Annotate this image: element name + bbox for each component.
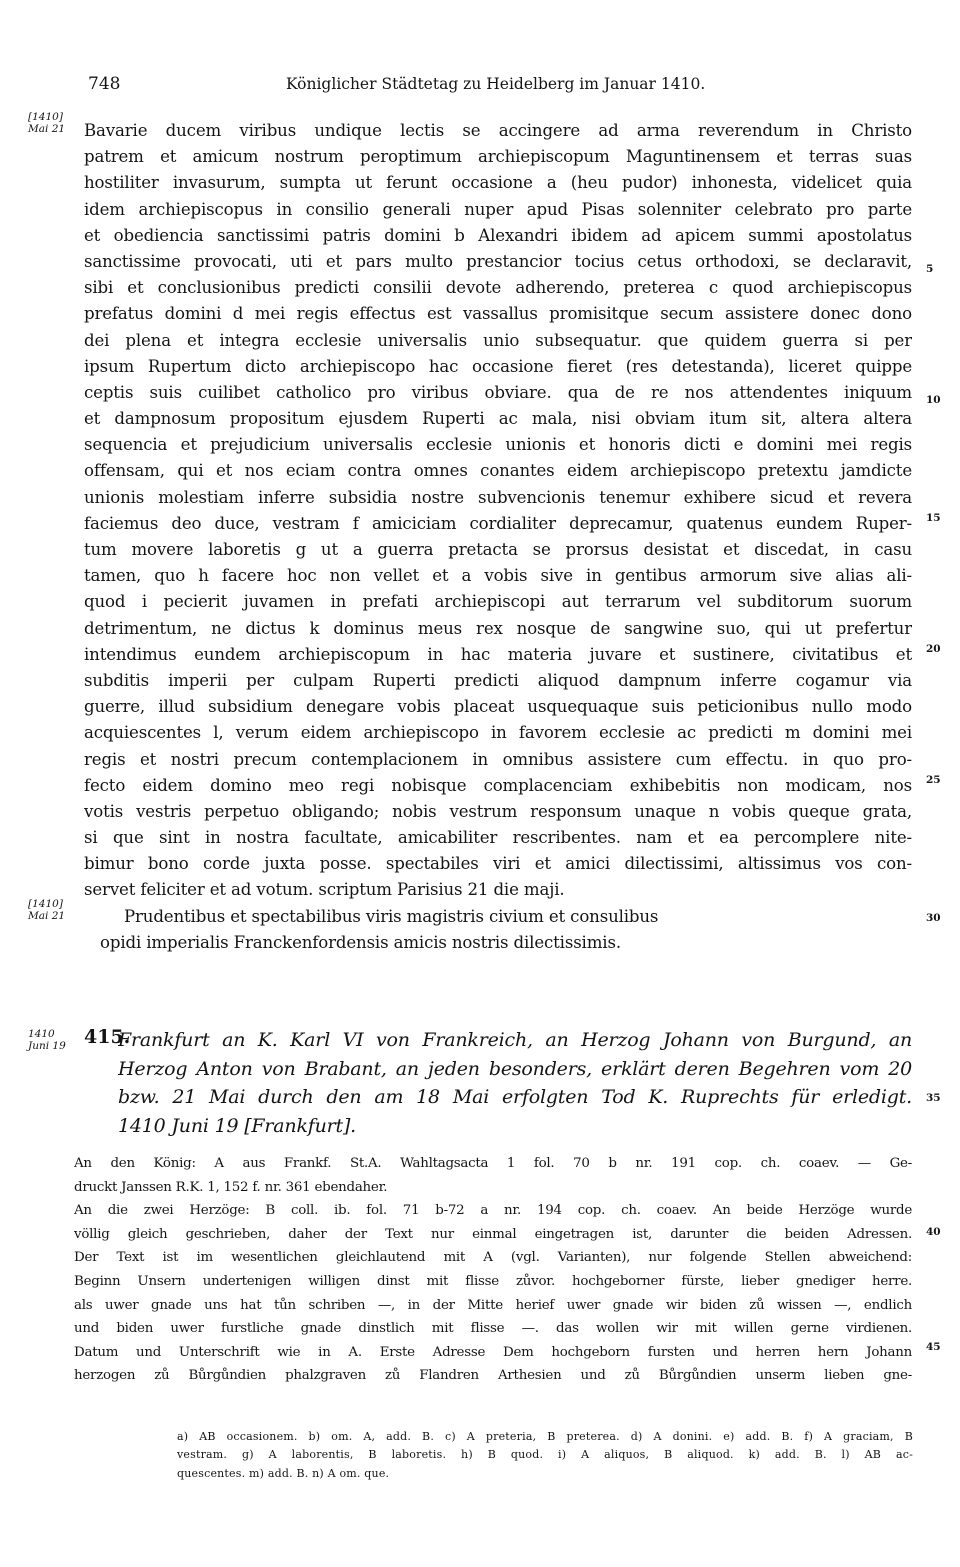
page-number: 748 bbox=[88, 74, 121, 94]
address-line: Prudentibus et spectabilibus viris magistris civium et consulibus bbox=[124, 906, 659, 926]
body-line: subditis imperii per culpam Ruperti predicti aliquod dampnum inferre cogamur via bbox=[84, 670, 912, 690]
body-line: tum movere laboretis g ut a guerra pretacta se prorsus desistat et discedat, in casu bbox=[84, 540, 912, 559]
body-line: prefatus domini d mei regis effectus est vassallus promisitque secum assistere donec dono bbox=[84, 304, 912, 324]
body-line: si que sint in nostra facultate, amicabiliter rescribentes. nam et ea percomplere nite- bbox=[84, 828, 912, 848]
body-line: sibi et conclusionibus predicti consilii devote adherendo, preterea c quod archiepiscopus bbox=[84, 278, 912, 298]
margin-date-note: [1410] Mai 21 bbox=[28, 111, 66, 135]
body-line: detrimentum, ne dictus k dominus meus rex nosque de sangwine suo, qui ut prefertur bbox=[84, 618, 912, 638]
running-title: Königlicher Städtetag zu Heidelberg im Januar 1410. bbox=[286, 75, 706, 93]
margin-date-note: 1410 Juni 19 bbox=[28, 1028, 66, 1052]
document-title bbox=[118, 1026, 912, 1140]
footnotes bbox=[177, 1428, 913, 1483]
body-line: offensam, qui et nos eciam contra omnes conantes eidem archiepiscopo pretextu jamdicte bbox=[84, 461, 912, 481]
apparatus-line: Datum und Unterschrift wie in A. Erste Adresse Dem hochgeborn fursten und herren hern Johann bbox=[74, 1344, 912, 1360]
apparatus-line: als uwer gnade uns hat tůn schriben —, in der Mitte herief uwer gnade wir biden zů wissen —, endlich bbox=[74, 1297, 912, 1313]
body-line: intendimus eundem archiepiscopum in hac materia juvare et sustinere, civitatibus et bbox=[84, 644, 912, 664]
line-number: 40 bbox=[926, 1226, 941, 1238]
page-header bbox=[0, 74, 960, 98]
body-line: et obediencia sanctissimi patris domini b Alexandri ibidem ad apicem summi apostolatus bbox=[84, 225, 912, 245]
document-title-line: Herzog Anton von Brabant, an jeden besonders, erklärt deren Begehren vom 20 bbox=[118, 1057, 912, 1080]
document-title-line: 1410 Juni 19 [Frankfurt]. bbox=[118, 1114, 357, 1137]
footnote-line: vestram. g) A laborentis, B laboretis. h) B quod. i) A aliquos, B aliquod. k) add. B. l) AB ac- bbox=[177, 1448, 913, 1462]
body-line: faciemus deo duce, vestram f amiciciam cordialiter deprecamur, quatenus eundem Ruper- bbox=[84, 513, 912, 533]
address-line: opidi imperialis Franckenfordensis amicis nostris dilectissimis. bbox=[100, 932, 621, 952]
line-number: 10 bbox=[926, 394, 941, 406]
apparatus-line: und biden uwer furstliche gnade dinstlich mit flisse —. das wollen wir mit willen gerne virdienen. bbox=[74, 1321, 912, 1337]
footnote-line: a) AB occasionem. b) om. A, add. B. c) A preteria, B preterea. d) A donini. e) add. B. f) A graciam, B bbox=[177, 1430, 913, 1443]
body-line: acquiescentes l, verum eidem archiepiscopo in favorem ecclesie ac predicti m domini mei bbox=[84, 723, 912, 743]
body-line: sanctissime provocati, uti et pars multo prestancior tocius cetus orthodoxi, se declaravit, bbox=[84, 251, 912, 271]
body-line: servet feliciter et ad votum. scriptum Parisius 21 die maji. bbox=[84, 880, 565, 900]
body-line: dei plena et integra ecclesie universalis unio subsequatur. que quidem guerra si per bbox=[84, 330, 912, 350]
line-number: 30 bbox=[926, 912, 941, 924]
apparatus-line: Beginn Unsern undertenigen willigen dinst mit flisse zůvor. hochgeborner fürste, lieber gnediger herre. bbox=[74, 1273, 912, 1289]
source-apparatus bbox=[74, 1152, 912, 1388]
footnote-line: quescentes. m) add. B. n) A om. que. bbox=[177, 1466, 390, 1480]
body-line: patrem et amicum nostrum peroptimum archiepiscopum Maguntinensem et terras suas bbox=[84, 147, 912, 167]
body-line: quod i pecierit juvamen in prefati archiepiscopi aut terrarum vel subditorum suorum bbox=[84, 592, 912, 612]
body-line: tamen, quo h facere hoc non vellet et a vobis sive in gentibus armorum sive alias ali- bbox=[84, 566, 912, 586]
apparatus-line: völlig gleich geschrieben, daher der Text nur einmal eingetragen ist, darunter die beiden Adressen. bbox=[74, 1226, 912, 1242]
document-title-line: bzw. 21 Mai durch den am 18 Mai erfolgten Tod K. Ruprechts für erledigt. bbox=[118, 1086, 912, 1108]
body-line: regis et nostri precum contemplacionem in omnibus assistere cum effectu. in quo pro- bbox=[84, 749, 912, 769]
body-line: fecto eidem domino meo regi nobisque complacenciam exhibebitis non modicam, nos bbox=[84, 775, 912, 795]
line-number: 25 bbox=[926, 774, 941, 786]
body-line: ipsum Rupertum dicto archiepiscopo hac occasione fieret (res detestanda), liceret quippe bbox=[84, 356, 912, 376]
body-line: Bavarie ducem viribus undique lectis se accingere ad arma reverendum in Christo bbox=[84, 121, 912, 140]
body-line: bimur bono corde juxta posse. spectabiles viri et amici dilectissimi, altissimus vos con- bbox=[84, 854, 912, 874]
body-line: unionis molestiam inferre subsidia nostre subvencionis tenemur exhibere sicud et revera bbox=[84, 487, 912, 507]
apparatus-line: An den König: A aus Frankf. St.A. Wahltagsacta 1 fol. 70 b nr. 191 cop. ch. coaev. — Ge- bbox=[74, 1156, 912, 1171]
body-line: hostiliter invasurum, sumpta ut ferunt occasione a (heu pudor) inhonesta, videlicet quia bbox=[84, 173, 912, 193]
document-title-line: Frankfurt an K. Karl VI von Frankreich, an Herzog Johann von Burgund, an bbox=[118, 1029, 912, 1051]
line-number: 45 bbox=[926, 1341, 941, 1353]
body-line: idem archiepiscopus in consilio generali nuper apud Pisas solenniter celebrato pro parte bbox=[84, 199, 912, 219]
body-line: ceptis suis cuilibet catholico pro viribus obviare. qua de re nos attendentes iniquum bbox=[84, 382, 912, 402]
apparatus-line: Der Text ist im wesentlichen gleichlautend mit A (vgl. Varianten), nur folgende Stellen abweichend: bbox=[74, 1250, 912, 1266]
body-line: et dampnosum propositum ejusdem Ruperti ac mala, nisi obviam itum sit, altera altera bbox=[84, 409, 912, 429]
line-number: 20 bbox=[926, 643, 941, 655]
body-line: sequencia et prejudicium universalis ecclesie unionis et honoris dicti e domini mei regis bbox=[84, 435, 912, 455]
apparatus-line: herzogen zů Bůrgůndien phalzgraven zů Flandren Arthesien und zů Bůrgůndien unserm lieben gne- bbox=[74, 1368, 912, 1384]
apparatus-line: druckt Janssen R.K. 1, 152 f. nr. 361 ebendaher. bbox=[74, 1179, 388, 1195]
line-number: 15 bbox=[926, 512, 941, 524]
apparatus-line: An die zwei Herzöge: B coll. ib. fol. 71 b-72 a nr. 194 cop. ch. coaev. An beide Herzöge wurde bbox=[74, 1203, 912, 1219]
letter-body bbox=[84, 118, 912, 956]
line-number: 5 bbox=[926, 263, 934, 275]
line-number: 35 bbox=[926, 1092, 941, 1104]
margin-date-note: [1410] Mai 21 bbox=[28, 898, 66, 922]
document-number: 415. bbox=[84, 1026, 131, 1048]
body-line: guerre, illud subsidium denegare vobis placeat usquequaque suis peticionibus nullo modo bbox=[84, 697, 912, 717]
body-line: votis vestris perpetuo obligando; nobis vestrum responsum unaque n vobis queque grata, bbox=[84, 801, 912, 821]
